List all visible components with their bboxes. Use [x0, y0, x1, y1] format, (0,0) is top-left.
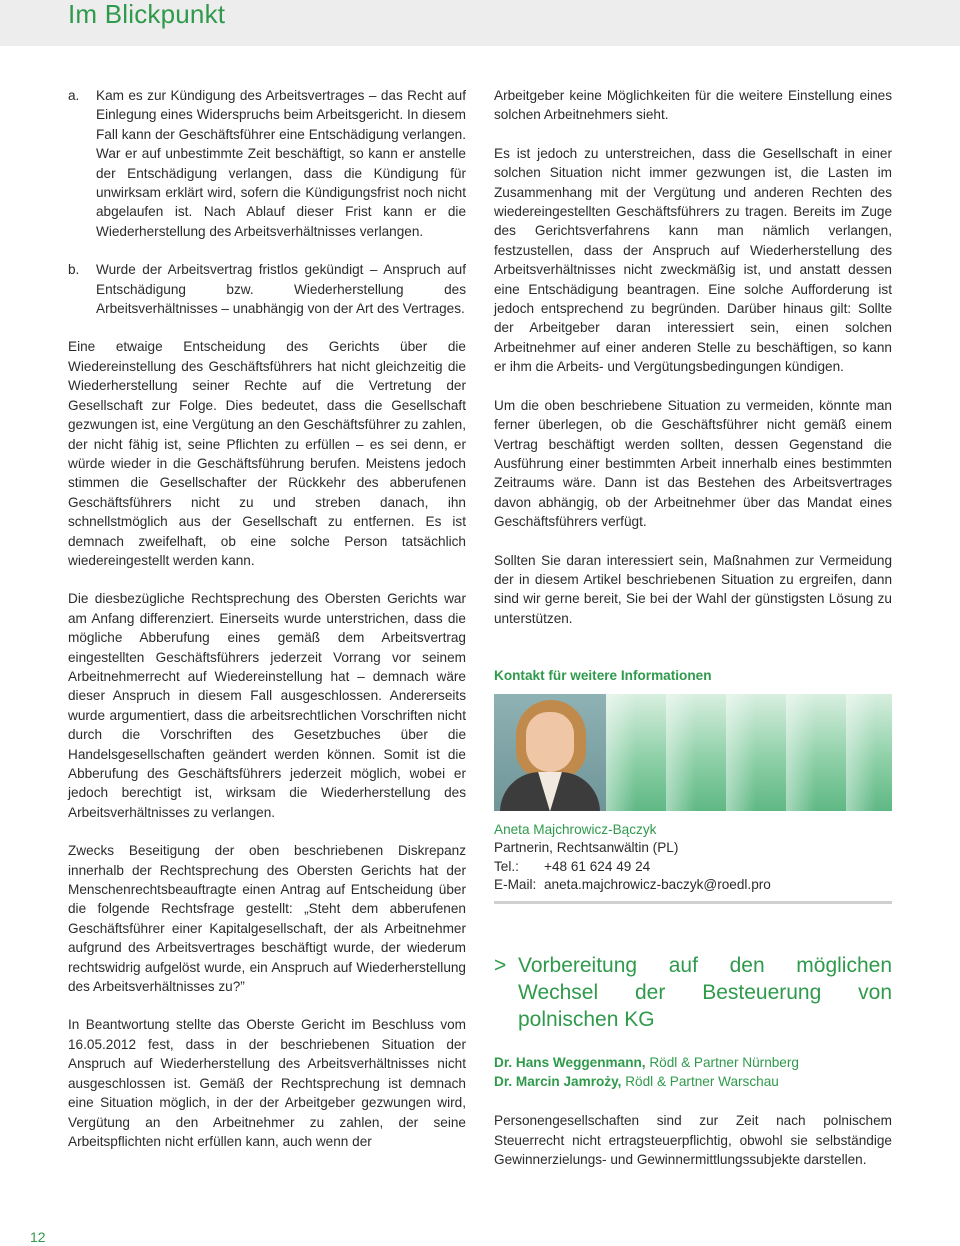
contact-role: Partnerin, Rechtsanwältin (PL) — [494, 840, 679, 856]
list-item — [68, 86, 466, 241]
author-affiliation: Rödl & Partner Warschau — [621, 1073, 779, 1089]
page-header — [0, 0, 960, 46]
article-title-row — [494, 952, 892, 1033]
contact-photo-strip — [494, 694, 892, 811]
list-item-text: Kam es zur Kündigung des Arbeitsvertrages – das Recht auf Einlegung eines Widerspruchs beim Arbeitsgericht. In diesem Fall kann der Geschäftsführer eine Entschädigung verlangen. War er auf unbestimmte Zeit beschäftigt, so kann er anstelle der Entschädigung verlangen, dass die Kündigung für unwirksam erklärt wird, sofern die Kündigungsfrist noch nicht abgelaufen ist. Nach Ablauf dieser Frist kann er die Wiederherstellung des Arbeitsverhältnisses verlangen. — [96, 88, 466, 239]
arrow-icon: > — [494, 953, 507, 977]
email-label: E-Mail: — [494, 877, 537, 893]
author-line — [494, 1072, 892, 1091]
author-name: Dr. Hans Weggenmann, — [494, 1054, 646, 1070]
phone-label: Tel.: — [494, 858, 519, 874]
author-affiliation: Rödl & Partner Nürnberg — [645, 1054, 799, 1070]
author-line — [494, 1053, 892, 1072]
next-article — [494, 952, 892, 1170]
page-number: 12 — [30, 1229, 46, 1245]
contact-name: Aneta Majchrowicz-Bączyk — [494, 821, 657, 837]
body-paragraph: Die diesbezügliche Rechtsprechung des Obersten Gerichts war am Anfang differenziert. Einerseits wurde unterstrichen, dass die mögliche Abberufung eines gemäß dem Arbeitsvertrag eingestellten Geschäftsführers jederzeit Vorrang vor seinem Arbeitnehmerrecht auf Wiedereinstellung hat – demnach wäre dieser Anspruch in diesem Fall ausgeschlossen. Andererseits wurde argumentiert, dass die arbeitsrechtlichen Vorschriften nicht durch die Vorschriften des Gesetzbuches über die Handelsgesellschaften geändert werden können. Somit ist die Abberufung des Geschäftsführers jederzeit möglich, wobei er jedoch berechtigt ist, wirksam die Wiederherstellung des Arbeitsverhältnisses zu verlangen. — [68, 591, 466, 820]
phone-number[interactable]: +48 61 624 49 24 — [544, 858, 651, 874]
contact-box — [494, 666, 892, 903]
body-paragraph: Es ist jedoch zu unterstreichen, dass die Gesellschaft in einer solchen Situation nicht immer gezwungen ist, die Lasten im Zusammenhang mit der Vergütung und anderen Rechten des wiedereingestellten Geschäftsführers zu tragen. Bereits im Zuge des Gerichtsverfahrens kann man nämlich verlangen, festzustellen, dass der Anspruch auf Wiederherstellung des Arbeitsverhältnisses nicht zweckmäßig ist, und anstatt dessen eine Entschädigung beantragen. Eine solche Aufforderung ist jedoch entsprechend zu begründen. Darüber hinaus gilt: Sollte der Arbeitgeber daran interessiert sein, einen solchen Arbeitnehmer auf einer anderen Stelle zu beschäftigen, so kann er ihm die Arbeits- und Vergütungsbedingungen kündigen. — [494, 145, 892, 375]
article-title: Vorbereitung auf den möglichen Wechsel der Besteuerung von polnischen KG — [518, 953, 892, 1031]
contact-phone-row — [494, 858, 892, 877]
article-authors — [494, 1053, 892, 1092]
body-paragraph: Zwecks Beseitigung der oben beschriebenen Diskrepanz innerhalb der Rechtsprechung des Obersten Gerichts hat der Menschenrechtsbeauftragte einen Antrag auf Entscheidung über die folgende Rechtsfrage gestellt: „Steht dem abberufenen Geschäftsführer einer Kapitalgesellschaft, der als Arbeitnehmer aufgrund des Arbeitsvertrages beschäftigt wurde, der wiederum rechtswidrig aufgelöst wurde, ein Anspruch auf Wiederherstellung des Arbeitsverhältnisses zu?” — [68, 843, 466, 995]
contact-heading: Kontakt für weitere Informationen — [494, 668, 712, 684]
body-paragraph: Arbeitgeber keine Möglichkeiten für die weitere Einstellung eines solchen Arbeitnehmers sieht. — [494, 88, 892, 123]
contact-portrait-photo — [494, 694, 606, 811]
email-link[interactable]: aneta.majchrowicz-baczyk@roedl.pro — [544, 877, 771, 893]
list-marker: b. — [68, 262, 80, 278]
body-paragraph: Sollten Sie daran interessiert sein, Maßnahmen zur Vermeidung der in diesem Artikel beschriebenen Situation zu ergreifen, dann sind wir gerne bereit, Sie bei der Wahl der günstigsten Lösung zu unterstützen. — [494, 552, 892, 626]
body-paragraph: Um die oben beschriebene Situation zu vermeiden, könnte man ferner überlegen, ob die Geschäftsführer nicht gemäß einem Vertrag beschäftigt werden sollten, dessen Gegenstand die Ausführung einer bestimmten Arbeit innerhalb eines bestimmten Zeitraums wäre. Dann ist das Bestehen des Arbeitsvertrages davon abhängig, ob der Arbeitnehmer über das Mandat eines Geschäftsführers verfügt. — [494, 397, 892, 530]
section-title: Im Blickpunkt — [68, 0, 226, 29]
right-column — [494, 86, 892, 1189]
body-paragraph: In Beantwortung stellte das Oberste Gericht im Beschluss vom 16.05.2012 fest, dass in der beschriebenen Situation der Anspruch auf Wiederherstellung des Arbeitsverhältnisses nicht ausgeschlossen ist. Gemäß der Rechtsprechung ist demnach eine Situation möglich, in der der Arbeitgeber gezwungen wird, Vergütung an den Arbeitnehmer zu zahlen, der seine Arbeitspflichten nicht erfüllen kann, auch wenn der — [68, 1017, 466, 1149]
author-name: Dr. Marcin Jamroży, — [494, 1073, 622, 1089]
contact-divider — [494, 901, 892, 904]
list-marker: a. — [68, 88, 80, 103]
left-column — [68, 86, 466, 1170]
list-item-text: Wurde der Arbeitsvertrag fristlos gekündigt – Anspruch auf Entschädigung bzw. Wiederherstellung des Arbeitsverhältnisses – unabhängig von der Art des Vertrages. — [96, 262, 466, 317]
decorative-background-photo — [606, 694, 892, 811]
article-intro: Personengesellschaften sind zur Zeit nach polnischem Steuerrecht nicht ertragsteuerpflichtig, obwohl sie selbständige Gewinnerzielungs- und Gewinnermittlungssubjekte darstellen. — [494, 1113, 892, 1168]
list-item — [68, 260, 466, 318]
contact-email-row — [494, 876, 892, 895]
body-paragraph: Eine etwaige Entscheidung des Gerichts über die Wiedereinstellung des Geschäftsführers hat nicht gleichzeitig die Wiederherstellung seiner Rechte auf die Vertretung der Gesellschaft zur Folge. Dies bedeutet, dass die Gesellschaft gezwungen ist, eine Vergütung an den Geschäftsführer zu zahlen, der nicht fähig ist, seine Pflichten zu erfüllen – es sei denn, er würde wieder in die Geschäftsführung berufen. Meistens jedoch stimmen die Gesellschafter der Rückkehr des abberufenen Geschäftsführers nicht zu und streben danach, ihn schnellstmöglich aus der Gesellschaft zu entfernen. Es ist demnach zweifelhaft, ob eine solche Person tatsächlich wiedereingestellt werden kann. — [68, 339, 466, 568]
